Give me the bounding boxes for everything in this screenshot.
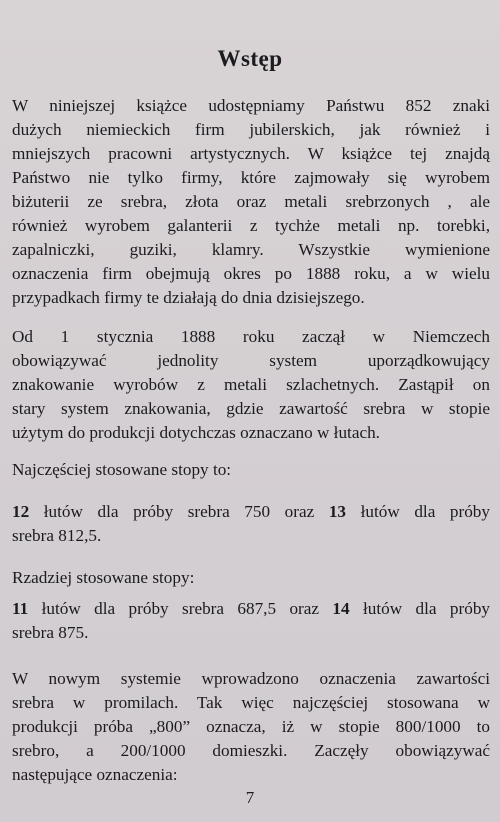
text-line: stary system znakowania, gdzie zawartość srebra w stopie bbox=[12, 399, 490, 418]
paragraph-intro bbox=[12, 94, 490, 310]
text-line: zapalniczki, guziki, klamry. Wszystkie wymienione bbox=[12, 240, 490, 259]
paragraph-history bbox=[12, 325, 490, 445]
text-line: biżuterii ze srebra, złota oraz metali srebrzonych , ale bbox=[12, 192, 490, 211]
paragraph-new-system bbox=[12, 667, 490, 787]
text-line: W niniejszej książce udostępniamy Państwu 852 znaki bbox=[12, 96, 490, 115]
text-line: oznaczenia firm obejmują okres po 1888 roku, a w wielu bbox=[12, 264, 490, 283]
paragraph-common-alloys-list bbox=[12, 500, 490, 548]
number-14: 14 bbox=[332, 599, 350, 618]
text-line bbox=[12, 500, 490, 524]
paragraph-rare-alloys: Rzadziej stosowane stopy: bbox=[12, 568, 195, 587]
paragraph-common-alloys: Najczęściej stosowane stopy to: bbox=[12, 460, 232, 479]
text-line: srebro, a 200/1000 domieszki. Zaczęły obowiązywać bbox=[12, 741, 490, 760]
text-segment: łutów dla próby srebra 687,5 oraz bbox=[28, 599, 333, 618]
number-12: 12 bbox=[12, 502, 30, 521]
text-line: przypadkach firmy te działają do dnia dzisiejszego. bbox=[12, 288, 365, 307]
text-segment: łutów dla próby bbox=[349, 599, 491, 618]
number-13: 13 bbox=[328, 502, 347, 521]
text-line: również wyrobem galanterii z tychże metali np. torebki, bbox=[12, 216, 490, 235]
text-line: produkcji próba „800” oznacza, iż w stopie 800/1000 to bbox=[12, 717, 490, 736]
text-line: srebra 812,5. bbox=[12, 526, 102, 545]
text-line: srebra w promilach. Tak więc najczęściej stosowana w bbox=[12, 693, 490, 712]
page-title: Wstęp bbox=[217, 46, 283, 71]
text-segment: łutów dla próby srebra 750 oraz bbox=[29, 502, 329, 521]
page-number: 7 bbox=[245, 788, 255, 807]
text-line: mniejszych pracowni artystycznych. W książce tej znajdą bbox=[12, 144, 490, 163]
text-line: następujące oznaczenia: bbox=[12, 765, 178, 784]
text-line: obowiązywać jednolity system uporządkowujący bbox=[12, 351, 490, 370]
text-line: dużych niemieckich firm jubilerskich, jak również i bbox=[12, 120, 490, 139]
paragraph-rare-alloys-list bbox=[12, 597, 490, 645]
text-line: Państwo nie tylko firmy, które zajmowały się wyrobem bbox=[12, 168, 490, 187]
text-line: użytym do produkcji dotychczas oznaczano w łutach. bbox=[12, 423, 380, 442]
text-line: W nowym systemie wprowadzono oznaczenia zawartości bbox=[12, 669, 490, 688]
text-line: Od 1 stycznia 1888 roku zaczął w Niemczech bbox=[12, 327, 490, 346]
text-line: znakowanie wyrobów z metali szlachetnych. Zastąpił on bbox=[12, 375, 490, 394]
number-11: 11 bbox=[12, 599, 29, 618]
text-segment: łutów dla próby bbox=[346, 502, 490, 521]
text-line: srebra 875. bbox=[12, 623, 89, 642]
text-line bbox=[12, 597, 490, 621]
